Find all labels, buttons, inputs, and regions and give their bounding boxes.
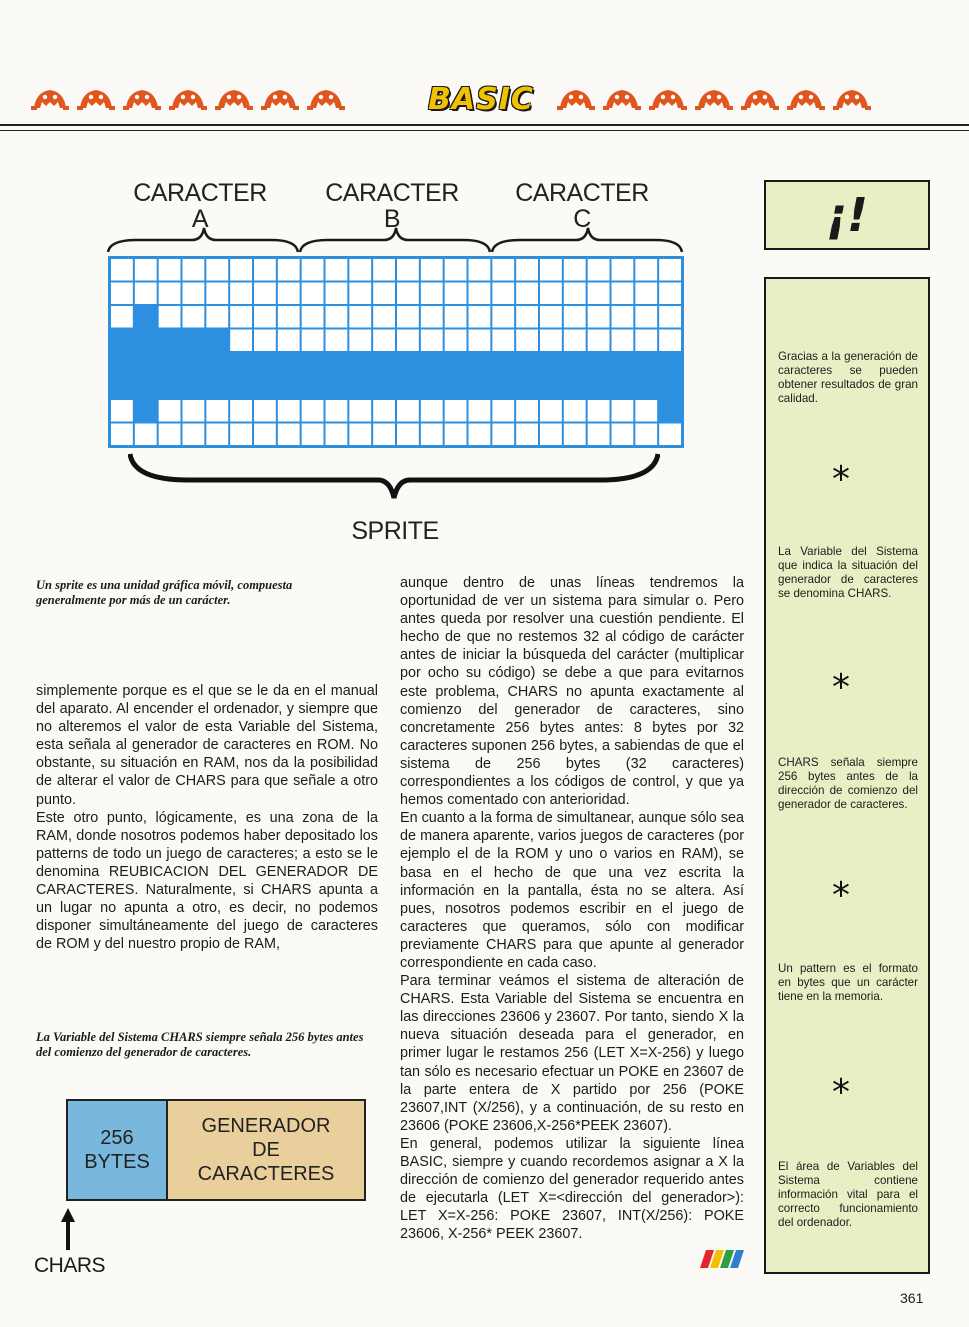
grid-cell	[421, 306, 443, 328]
right-paragraph-1: aunque dentro de unas líneas tendremos la oportunidad de ver un sistema para simular o. Pero antes queda por resolver una cuestión pendiente. El hecho de que no restemos 32 al código de carácter antes de iniciar la búsqueda del carácter (multiplicar por ocho su código) se debe a que para evitarnos este problema, CHARS no apunta exactamente al comienzo del generador de caracteres, sino concretamente 256 bytes antes: 8 bytes por 32 caracteres suponen 256 bytes, a sabiendas de que el sistema de 256 bytes (32 caracteres) correspondientes a los códigos de control, y que ya hemos comentado con anterioridad.	[400, 575, 744, 809]
grid-cell	[254, 283, 276, 305]
grid-cell	[588, 400, 610, 422]
grid-cell	[278, 306, 300, 328]
sprite-brace	[128, 452, 660, 502]
grid-cell	[230, 283, 252, 305]
grid-cell	[492, 400, 514, 422]
sidebar-title: ¡!	[764, 180, 930, 250]
right-column-text	[400, 574, 744, 1243]
space-invader-icon	[30, 82, 70, 112]
grid-cell	[206, 259, 228, 281]
grid-cell	[540, 259, 562, 281]
basic-logo: BASIC	[428, 82, 534, 117]
space-invader-icon	[694, 82, 734, 112]
grid-cell	[612, 330, 634, 352]
grid-cell	[445, 283, 467, 305]
grid-cell	[564, 400, 586, 422]
grid-cell	[278, 259, 300, 281]
label-caracter-a: CARACTER A	[133, 179, 267, 233]
grid-cell	[111, 283, 133, 305]
grid-cell	[588, 283, 610, 305]
grid-cell	[278, 400, 300, 422]
grid-cell	[206, 283, 228, 305]
grid-cell	[302, 306, 324, 328]
grid-cell	[349, 306, 371, 328]
grid-cell	[492, 283, 514, 305]
grid-cell	[159, 400, 181, 422]
right-paragraph-4: En general, podemos utilizar la siguiente línea BASIC, siempre y cuando recordemos asignar a X la dirección de comienzo del generador requerido antes de ejecutarla (LET X=<dirección del generador>): LET X=X-256: POKE 23607, INT(X/256): POKE 23606, X-256* PEEK 23607.	[400, 1135, 744, 1243]
grid-cell	[254, 306, 276, 328]
grid-cell	[135, 283, 157, 305]
grid-cell	[659, 306, 681, 328]
grid-cell	[278, 424, 300, 446]
space-invader-icon	[648, 82, 688, 112]
space-invader-icon	[832, 82, 872, 112]
grid-cell	[635, 400, 657, 422]
label-caracter-c: CARACTER C	[515, 179, 649, 233]
grid-cell	[516, 306, 538, 328]
grid-cell	[397, 259, 419, 281]
grid-cell	[302, 259, 324, 281]
grid-cell	[159, 306, 181, 328]
invader-row-left	[30, 82, 346, 116]
grid-cell	[183, 259, 205, 281]
grid-cell	[373, 259, 395, 281]
grid-cell	[159, 259, 181, 281]
grid-cell	[492, 259, 514, 281]
grid-cell	[302, 400, 324, 422]
grid-cell	[373, 306, 395, 328]
grid-cell	[588, 259, 610, 281]
grid-cell	[516, 283, 538, 305]
sprite-grid	[110, 258, 682, 446]
sprite-grid-frame	[108, 256, 684, 448]
space-invader-icon	[786, 82, 826, 112]
sidebar-note-3: CHARS señala siempre 256 bytes antes de la dirección de comienzo del generador de caracteres.	[778, 756, 918, 811]
left-paragraph-1: simplemente porque es el que se le da en el manual del aparato. Al encender el ordenador, y siempre que no alteremos el valor de esta Variable del Sistema, esta señala al generador de caracteres en ROM. No obstante, su situación en RAM, nos da la posibilidad de alterar el valor de CHARS para que señale a otro punto.	[36, 683, 378, 808]
grid-cell	[564, 330, 586, 352]
grid-cell	[326, 306, 348, 328]
grid-cell	[540, 330, 562, 352]
grid-cell	[612, 306, 634, 328]
grid-cell	[349, 283, 371, 305]
grid-cell	[373, 330, 395, 352]
grid-cell	[302, 424, 324, 446]
grid-cell	[540, 283, 562, 305]
grid-cell	[206, 400, 228, 422]
header-rule-top	[0, 124, 969, 126]
invader-row-right	[556, 82, 872, 116]
grid-cell	[159, 283, 181, 305]
grid-cell	[183, 283, 205, 305]
sidebar-note-2: La Variable del Sistema que indica la situación del generador de caracteres se denomina CHARS.	[778, 545, 918, 600]
grid-cell	[612, 283, 634, 305]
grid-cell	[469, 330, 491, 352]
grid-cell	[421, 330, 443, 352]
grid-cell	[397, 283, 419, 305]
label-caracter-b: CARACTER B	[325, 179, 459, 233]
grid-cell	[492, 424, 514, 446]
grid-cell	[278, 330, 300, 352]
grid-cell	[492, 306, 514, 328]
grid-cell	[659, 424, 681, 446]
grid-cell	[659, 259, 681, 281]
grid-cell	[659, 330, 681, 352]
right-paragraph-2: En cuanto a la forma de simultanear, aunque sólo sea de manera aparente, varios juegos de caracteres (por ejemplo el de la ROM y uno o varios en RAM), se basa en el hecho de que una vez escrita la información en la pantalla, ésta no se altera. Así pues, nosotros podemos escribir en el juego de caracteres que queramos, sólo con modificar previamente CHARS para que apunte al generador correspondiente en cada caso.	[400, 810, 744, 971]
grid-cell	[588, 330, 610, 352]
grid-cell	[516, 259, 538, 281]
grid-cell	[230, 306, 252, 328]
grid-cell	[588, 424, 610, 446]
grid-cell	[421, 259, 443, 281]
grid-cell	[397, 400, 419, 422]
grid-cell	[445, 259, 467, 281]
grid-cell	[135, 424, 157, 446]
grid-cell	[540, 424, 562, 446]
header-rule-bottom	[0, 130, 969, 131]
star-icon: *	[832, 1072, 850, 1113]
grid-cell	[564, 259, 586, 281]
space-invader-icon	[76, 82, 116, 112]
grid-cell	[397, 306, 419, 328]
space-invader-icon	[602, 82, 642, 112]
grid-cell	[397, 424, 419, 446]
right-paragraph-3: Para terminar veámos el sistema de alteración de CHARS. Esta Variable del Sistema se encuentra en las direcciones 23606 y 23607. Por tanto, siendo X la nueva situación deseada para el generador, en primer lugar le restamos 256 (LET X=X-256) y luego tan sólo es necesario efectuar un POKE en 23607 de la parte entera de X partido por 256 (POKE 23607,INT (X/256), y a continuación, de su resto en 23606 (POKE 23606,X-256*PEEK 23607).	[400, 973, 744, 1134]
space-invader-icon	[740, 82, 780, 112]
grid-cell	[230, 424, 252, 446]
grid-cell	[206, 424, 228, 446]
grid-cell	[230, 259, 252, 281]
grid-cell	[445, 330, 467, 352]
grid-cell	[421, 400, 443, 422]
space-invader-icon	[214, 82, 254, 112]
left-paragraph-2: Este otro punto, lógicamente, es una zona de la RAM, donde nosotros podemos haber depositado los patterns de todo un juego de caracteres; a esto se le denomina REUBICACION DEL GENERADOR DE CARACTERES. Naturalmente, si CHARS apunta a un lugar no apunta a otro, es decir, no podemos disponer simultáneamente del juego de caracteres de ROM y del nuestro propio de RAM,	[36, 809, 378, 953]
grid-cell	[469, 424, 491, 446]
grid-cell	[492, 330, 514, 352]
chargen-diagram	[66, 1099, 366, 1201]
space-invader-icon	[260, 82, 300, 112]
chargen-generator: GENERADOR DE CARACTERES	[168, 1101, 364, 1199]
star-icon: *	[832, 667, 850, 708]
grid-cell	[469, 259, 491, 281]
grid-cell	[206, 306, 228, 328]
grid-cell	[516, 400, 538, 422]
space-invader-icon	[306, 82, 346, 112]
grid-cell	[469, 283, 491, 305]
chargen-256-bytes: 256 BYTES	[68, 1101, 168, 1199]
space-invader-icon	[556, 82, 596, 112]
grid-cell	[445, 424, 467, 446]
grid-cell	[469, 306, 491, 328]
grid-cell	[635, 424, 657, 446]
grid-cell	[421, 424, 443, 446]
arrow-up-icon	[58, 1206, 78, 1250]
grid-cell	[135, 259, 157, 281]
grid-cell	[540, 306, 562, 328]
sidebar-note-4: Un pattern es el formato en bytes que un carácter tiene en la memoria.	[778, 962, 918, 1003]
grid-cell	[635, 306, 657, 328]
grid-cell	[183, 306, 205, 328]
star-icon: *	[832, 875, 850, 916]
label-sprite: SPRITE	[351, 517, 439, 545]
grid-cell	[349, 330, 371, 352]
grid-cell	[230, 330, 252, 352]
grid-cell	[612, 259, 634, 281]
grid-cell	[635, 259, 657, 281]
grid-cell	[254, 330, 276, 352]
grid-cell	[516, 424, 538, 446]
grid-cell	[111, 259, 133, 281]
grid-cell	[254, 400, 276, 422]
grid-cell	[612, 424, 634, 446]
grid-cell	[445, 306, 467, 328]
sidebar-note-5: El área de Variables del Sistema contiene información vital para el correcto funcionamiento del ordenador.	[778, 1160, 918, 1229]
grid-cell	[159, 424, 181, 446]
grid-cell	[326, 330, 348, 352]
grid-cell	[540, 400, 562, 422]
grid-cell	[659, 283, 681, 305]
grid-cell	[349, 400, 371, 422]
grid-cell	[254, 259, 276, 281]
grid-cell	[349, 424, 371, 446]
caption-sprite: Un sprite es una unidad gráfica móvil, compuesta generalmente por más de un carácter.	[36, 578, 293, 607]
grid-cell	[397, 330, 419, 352]
page-number: 361	[900, 1290, 924, 1306]
grid-cell	[421, 283, 443, 305]
grid-cell	[302, 283, 324, 305]
grid-cell	[516, 330, 538, 352]
grid-cell	[564, 306, 586, 328]
grid-cell	[635, 330, 657, 352]
grid-cell	[183, 424, 205, 446]
grid-cell	[564, 283, 586, 305]
grid-cell	[588, 306, 610, 328]
grid-cell	[635, 283, 657, 305]
grid-cell	[326, 259, 348, 281]
grid-cell	[302, 330, 324, 352]
rainbow-stripes-icon	[700, 1250, 746, 1268]
grid-cell	[564, 424, 586, 446]
grid-cell	[469, 400, 491, 422]
grid-cell	[111, 424, 133, 446]
grid-cell	[326, 400, 348, 422]
star-icon: *	[832, 459, 850, 500]
left-column-text	[36, 682, 378, 953]
caption-chars: La Variable del Sistema CHARS siempre señala 256 bytes antes del comienzo del generador de caracteres.	[36, 1030, 364, 1059]
grid-cell	[278, 283, 300, 305]
grid-cell	[373, 424, 395, 446]
grid-cell	[254, 424, 276, 446]
grid-cell	[445, 400, 467, 422]
grid-cell	[111, 306, 133, 328]
space-invader-icon	[122, 82, 162, 112]
grid-cell	[326, 283, 348, 305]
grid-cell	[373, 283, 395, 305]
grid-cell	[183, 400, 205, 422]
sidebar-note-1: Gracias a la generación de caracteres se pueden obtener resultados de gran calidad.	[778, 350, 918, 405]
space-invader-icon	[168, 82, 208, 112]
grid-cell	[326, 424, 348, 446]
top-braces	[106, 226, 686, 256]
grid-cell	[111, 400, 133, 422]
grid-cell	[230, 400, 252, 422]
grid-cell	[349, 259, 371, 281]
chars-pointer-label: CHARS	[34, 1254, 106, 1277]
grid-cell	[373, 400, 395, 422]
grid-cell	[612, 400, 634, 422]
